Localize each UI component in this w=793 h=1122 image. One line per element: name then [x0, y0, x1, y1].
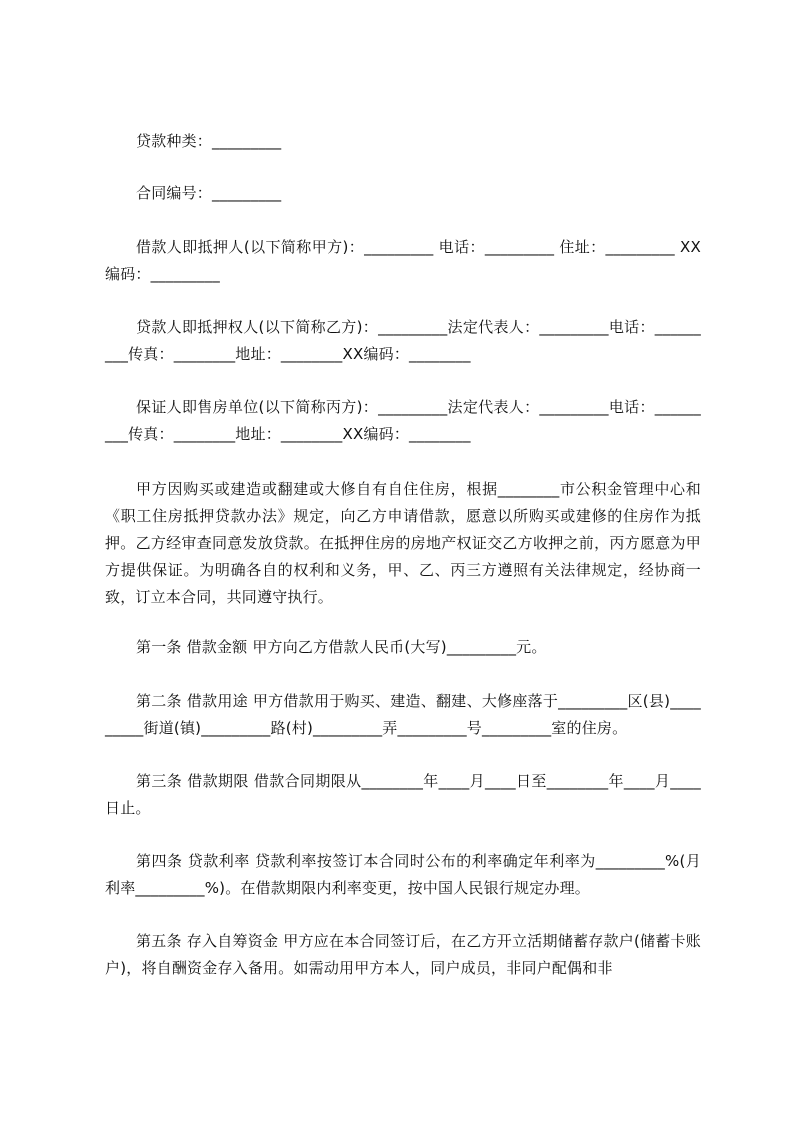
- lender-info: 贷款人即抵押权人(以下简称乙方)：_________法定代表人：_________电话：_________传真：________地址：________XX编码：________: [105, 318, 701, 363]
- guarantor-info: 保证人即售房单位(以下简称丙方)：_________法定代表人：_________电话：_________传真：________地址：________XX编码：________: [105, 398, 701, 443]
- loan-type-line: 贷款种类：_________: [136, 132, 282, 150]
- article-1: 第一条 借款金额 甲方向乙方借款人民币(大写)_________元。: [136, 638, 547, 656]
- borrower-info: 借款人即抵押人(以下简称甲方)：_________ 电话：_________ 住址：_________ XX编码：_________: [105, 238, 701, 283]
- contract-number-line: 合同编号：_________: [136, 184, 282, 202]
- article-3: 第三条 借款期限 借款合同期限从________年____月____日至________年____月____日止。: [105, 772, 701, 817]
- article-4: 第四条 贷款利率 贷款利率按签订本合同时公布的利率确定年利率为_________%(月利率_________%)。在借款期限内利率变更，按中国人民银行规定办理。: [105, 852, 701, 897]
- preamble-paragraph: 甲方因购买或建造或翻建或大修自有自住住房，根据________市公积金管理中心和《职工住房抵押贷款办法》规定，向乙方申请借款，愿意以所购买或建修的住房作为抵押。乙方经审查同意发放贷款。在抵押住房的房地产权证交乙方收押之前，丙方愿意为甲方提供保证。为明确各自的权利和义务，甲、乙、丙三方遵照有关法律规定，经协商一致，订立本合同，共同遵守执行。: [105, 480, 701, 606]
- article-5: 第五条 存入自筹资金 甲方应在本合同签订后，在乙方开立活期储蓄存款户(储蓄卡账户)，将自酬资金存入备用。如需动用甲方本人，同户成员，非同户配偶和非: [105, 932, 701, 977]
- article-2: 第二条 借款用途 甲方借款用于购买、建造、翻建、大修座落于_________区(县)_________街道(镇)_________路(村)_________弄_________号_________室的住房。: [105, 692, 701, 737]
